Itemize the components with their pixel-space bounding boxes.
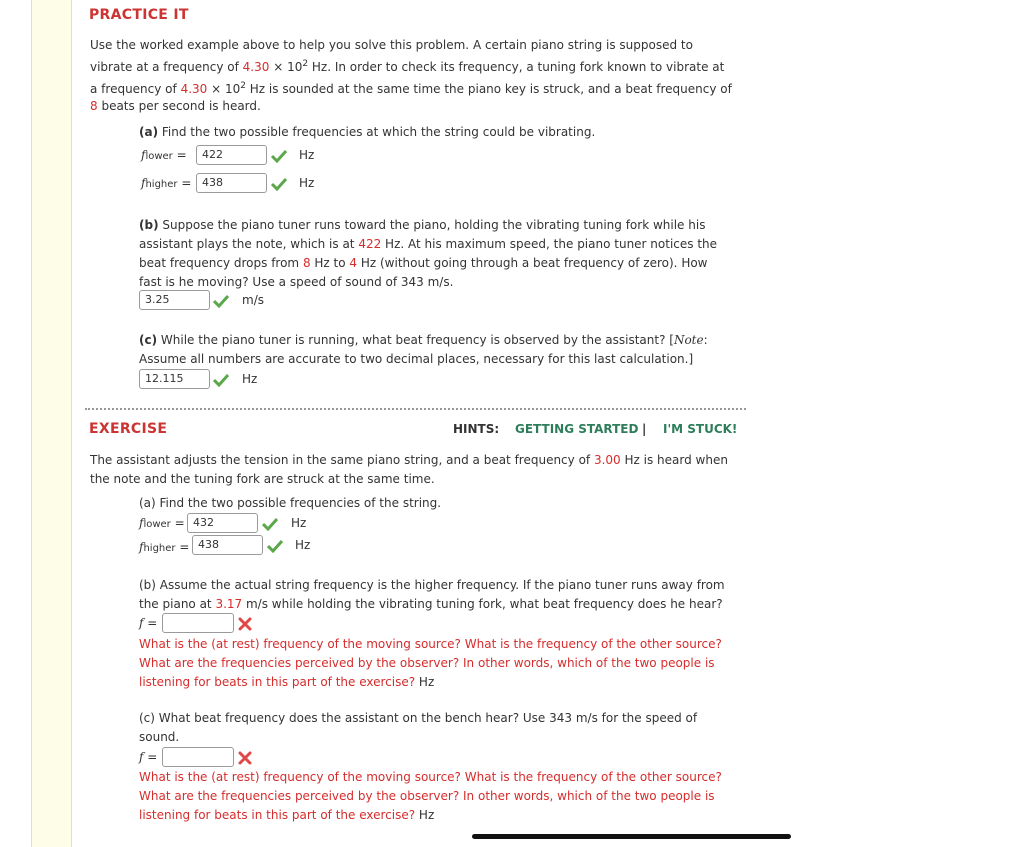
correct-check-icon: [271, 177, 287, 191]
exercise-f-higher-input[interactable]: 438: [192, 535, 263, 555]
f-higher-label: fhigher =: [139, 540, 190, 554]
problem-line-3: a frequency of $4.30 \times 10^2$ Hz is sounded at the same time the piano key is struck, and a beat frequency of: [90, 81, 732, 96]
exercise-b-beat-input[interactable]: [162, 613, 234, 633]
practice-part-a-question: (a) Find the two possible frequencies at which the string could be vibrating.: [139, 125, 596, 139]
correct-check-icon: [267, 539, 283, 553]
exercise-f-lower-input[interactable]: 432: [187, 513, 258, 533]
correct-check-icon: [213, 294, 229, 308]
practice-part-c-question: (c) While the piano tuner is running, what beat frequency is observed by the assistant? [Note: Assume all numbers are accurate to two decimal places, necessary for this last calculation.]: [139, 333, 708, 366]
exercise-part-b-question: (b) Assume the actual string frequency is the higher frequency. If the piano tuner runs away from the piano at 3.17 m/s while holding the vibrating tuning fork, what beat frequency does he hear?: [139, 578, 725, 611]
unit-label: Hz: [242, 372, 258, 386]
unit-label: Hz: [295, 538, 311, 552]
practice-speed-input[interactable]: 3.25: [139, 290, 210, 310]
correct-check-icon: [262, 517, 278, 531]
section-divider: [85, 408, 746, 410]
exercise-title: EXERCISE: [89, 421, 168, 437]
practice-beat-input[interactable]: 12.115: [139, 369, 210, 389]
problem-line-1: Use the worked example above to help you solve this problem. A certain piano string is supposed to: [90, 38, 693, 52]
practice-f-higher-input[interactable]: 438: [196, 173, 267, 193]
hint-separator: |: [642, 422, 647, 436]
hint-getting-started-link[interactable]: GETTING STARTED: [515, 422, 639, 436]
correct-check-icon: [271, 149, 287, 163]
exercise-part-c-question: (c) What beat frequency does the assistant on the bench hear? Use 343 m/s for the speed of sound.: [139, 711, 698, 744]
unit-label: Hz: [291, 516, 307, 530]
hint-stuck-link[interactable]: I'M STUCK!: [663, 422, 738, 436]
exercise-c-beat-input[interactable]: [162, 747, 234, 767]
unit-label: Hz: [299, 148, 315, 162]
problem-line-4: 8 beats per second is heard.: [90, 99, 261, 113]
problem-line-2: vibrate at a frequency of $4.30 \times 10^2$ Hz. In order to check its frequency, a tuning fork known to vibrate at: [90, 59, 725, 74]
left-margin-bar: [31, 0, 72, 847]
exercise-b-feedback: What is the (at rest) frequency of the moving source? What is the frequency of the other source? What are the frequencies perceived by the observer? In other words, which of the two people is listening for beats in this part of the exercise? Hz: [139, 637, 722, 689]
horizontal-scrollbar[interactable]: [472, 834, 791, 839]
hints-label: HINTS:: [453, 422, 500, 436]
exercise-part-a-question: (a) Find the two possible frequencies of the string.: [139, 496, 442, 510]
practice-f-lower-input[interactable]: 422: [196, 145, 267, 165]
f-lower-label: flower =: [141, 148, 187, 162]
f-label: f =: [139, 616, 158, 630]
f-higher-label: fhigher =: [141, 176, 192, 190]
practice-problem: [90, 36, 732, 116]
f-lower-label: flower =: [139, 516, 185, 530]
f-label: f =: [139, 750, 158, 764]
correct-check-icon: [213, 373, 229, 387]
unit-label: m/s: [242, 293, 264, 307]
incorrect-x-icon: [238, 751, 252, 765]
unit-label: Hz: [299, 176, 315, 190]
exercise-c-feedback: What is the (at rest) frequency of the moving source? What is the frequency of the other source? What are the frequencies perceived by the observer? In other words, which of the two people is listening for beats in this part of the exercise? Hz: [139, 770, 722, 822]
incorrect-x-icon: [238, 617, 252, 631]
practice-title: PRACTICE IT: [89, 7, 189, 23]
exercise-intro: The assistant adjusts the tension in the same piano string, and a beat frequency of 3.00 Hz is heard when the note and the tuning fork are struck at the same time.: [90, 453, 728, 486]
practice-part-b-question: (b) Suppose the piano tuner runs toward the piano, holding the vibrating tuning fork while his assistant plays the note, which is at 422 Hz. At his maximum speed, the piano tuner notices the beat frequency drops from 8 Hz to 4 Hz (without going through a beat frequency of zero). How fast is he moving? Use a speed of sound of 343 m/s.: [139, 218, 718, 289]
